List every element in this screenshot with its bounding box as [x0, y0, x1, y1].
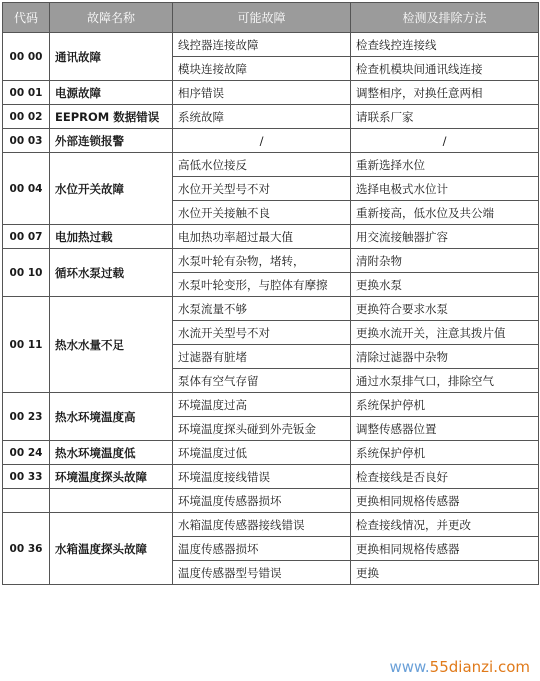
possible-cause-cell: 模块连接故障 — [173, 57, 351, 81]
table-row — [3, 465, 539, 489]
fault-name-cell: 水箱温度探头故障 — [50, 513, 173, 585]
fix-method-cell: 系统保护停机 — [351, 441, 539, 465]
possible-cause-cell: 相序错误 — [173, 81, 351, 105]
possible-cause-cell: 环境温度过高 — [173, 393, 351, 417]
fix-method-cell: / — [351, 129, 539, 153]
table-row — [3, 393, 539, 417]
fix-method-cell: 选择电极式水位计 — [351, 177, 539, 201]
possible-cause-cell: 水泵叶轮有杂物，堵转， — [173, 249, 351, 273]
site-watermark — [384, 656, 530, 678]
fault-code-cell: 00 10 — [3, 249, 50, 297]
possible-cause-cell: 环境温度传感器损坏 — [173, 489, 351, 513]
fault-code-cell: 00 33 — [3, 465, 50, 489]
header-code: 代码 — [3, 3, 50, 33]
fault-code-cell: 00 36 — [3, 513, 50, 585]
fault-name-cell: 电加热过载 — [50, 225, 173, 249]
fix-method-cell: 更换相同规格传感器 — [351, 489, 539, 513]
possible-cause-cell: 水位开关接触不良 — [173, 201, 351, 225]
fault-name-cell: 电源故障 — [50, 81, 173, 105]
fault-name-cell: 热水水量不足 — [50, 297, 173, 393]
fault-code-table — [2, 2, 539, 585]
possible-cause-cell: 环境温度接线错误 — [173, 465, 351, 489]
fix-method-cell: 更换水流开关，注意其拨片值 — [351, 321, 539, 345]
possible-cause-cell: 温度传感器型号错误 — [173, 561, 351, 585]
header-fault-name: 故障名称 — [50, 3, 173, 33]
table-row — [3, 153, 539, 177]
fix-method-cell: 重新接高，低水位及共公端 — [351, 201, 539, 225]
table-header-row — [3, 3, 539, 33]
fix-method-cell: 系统保护停机 — [351, 393, 539, 417]
fix-method-cell: 用交流接触器扩容 — [351, 225, 539, 249]
fault-code-cell — [3, 489, 50, 513]
table-row — [3, 33, 539, 57]
fault-name-cell: 热水环境温度低 — [50, 441, 173, 465]
table-row — [3, 225, 539, 249]
fault-code-cell: 00 07 — [3, 225, 50, 249]
fix-method-cell: 重新选择水位 — [351, 153, 539, 177]
possible-cause-cell: 环境温度探头碰到外壳钣金 — [173, 417, 351, 441]
table-row — [3, 489, 539, 513]
fault-code-cell: 00 03 — [3, 129, 50, 153]
fault-code-table-sheet — [2, 2, 538, 679]
possible-cause-cell: 系统故障 — [173, 105, 351, 129]
possible-cause-cell: 水泵流量不够 — [173, 297, 351, 321]
possible-cause-cell: 线控器连接故障 — [173, 33, 351, 57]
fault-code-cell: 00 01 — [3, 81, 50, 105]
table-body — [3, 33, 539, 585]
header-possible-cause: 可能故障 — [173, 3, 351, 33]
fault-name-cell: 环境温度探头故障 — [50, 465, 173, 489]
table-row — [3, 441, 539, 465]
possible-cause-cell: 温度传感器损坏 — [173, 537, 351, 561]
possible-cause-cell: 泵体有空气存留 — [173, 369, 351, 393]
fault-name-cell: 热水环境温度高 — [50, 393, 173, 441]
fix-method-cell: 更换相同规格传感器 — [351, 537, 539, 561]
table-row — [3, 129, 539, 153]
fix-method-cell: 清除过滤器中杂物 — [351, 345, 539, 369]
table-row — [3, 297, 539, 321]
fault-name-cell: EEPROM 数据错误 — [50, 105, 173, 129]
fix-method-cell: 检查接线情况，并更改 — [351, 513, 539, 537]
fault-name-cell: 通讯故障 — [50, 33, 173, 81]
possible-cause-cell: 水位开关型号不对 — [173, 177, 351, 201]
possible-cause-cell: 水流开关型号不对 — [173, 321, 351, 345]
fault-code-cell: 00 04 — [3, 153, 50, 225]
fault-name-cell: 水位开关故障 — [50, 153, 173, 225]
watermark-prefix: www. — [389, 658, 430, 676]
fault-name-cell: 外部连锁报警 — [50, 129, 173, 153]
possible-cause-cell: / — [173, 129, 351, 153]
fix-method-cell: 检查机模块间通讯线连接 — [351, 57, 539, 81]
fix-method-cell: 调整传感器位置 — [351, 417, 539, 441]
table-row — [3, 81, 539, 105]
fault-code-cell: 00 11 — [3, 297, 50, 393]
possible-cause-cell: 水箱温度传感器接线错误 — [173, 513, 351, 537]
header-fix-method: 检测及排除方法 — [351, 3, 539, 33]
fix-method-cell: 检查接线是否良好 — [351, 465, 539, 489]
possible-cause-cell: 环境温度过低 — [173, 441, 351, 465]
fault-name-cell — [50, 489, 173, 513]
table-row — [3, 249, 539, 273]
possible-cause-cell: 过滤器有脏堵 — [173, 345, 351, 369]
fix-method-cell: 检查线控连接线 — [351, 33, 539, 57]
fault-name-cell: 循环水泵过载 — [50, 249, 173, 297]
possible-cause-cell: 高低水位接反 — [173, 153, 351, 177]
fault-code-cell: 00 24 — [3, 441, 50, 465]
fix-method-cell: 更换符合要求水泵 — [351, 297, 539, 321]
fix-method-cell: 通过水泵排气口，排除空气 — [351, 369, 539, 393]
fault-code-cell: 00 23 — [3, 393, 50, 441]
table-row — [3, 105, 539, 129]
fix-method-cell: 更换 — [351, 561, 539, 585]
fix-method-cell: 清附杂物 — [351, 249, 539, 273]
fault-code-cell: 00 00 — [3, 33, 50, 81]
possible-cause-cell: 水泵叶轮变形，与腔体有摩擦 — [173, 273, 351, 297]
table-row — [3, 513, 539, 537]
fix-method-cell: 调整相序，对换任意两相 — [351, 81, 539, 105]
fix-method-cell: 请联系厂家 — [351, 105, 539, 129]
watermark-domain: 55dianzi.com — [429, 658, 530, 676]
fix-method-cell: 更换水泵 — [351, 273, 539, 297]
possible-cause-cell: 电加热功率超过最大值 — [173, 225, 351, 249]
fault-code-cell: 00 02 — [3, 105, 50, 129]
